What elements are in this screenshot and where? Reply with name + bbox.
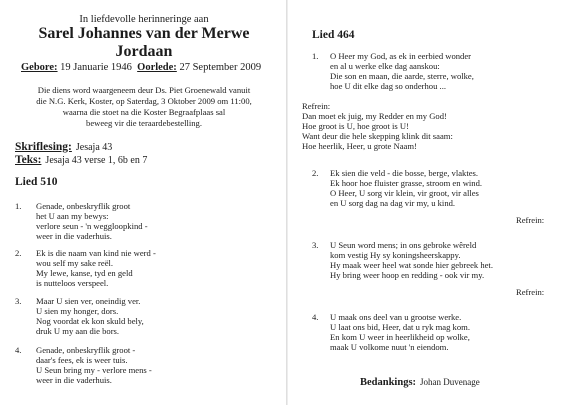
verse-line: het U aan my bewys: bbox=[36, 211, 109, 221]
verse-line: Ek sien die veld - die bosse, berge, vlaktes. bbox=[330, 168, 479, 178]
refrain-label: Refrein: bbox=[302, 101, 331, 111]
verse-number: 2. bbox=[15, 248, 22, 258]
verse-line: U Seun word mens; in ons gebroke wêreld bbox=[330, 240, 477, 250]
verse-number: 2. bbox=[312, 168, 319, 178]
refrain-line: Hoe heerlik, Heer, u grote Naam! bbox=[302, 141, 417, 151]
verse-line: kom vestig Hy sy koningsheerskappy. bbox=[330, 250, 461, 260]
verse-line: daar's fees, ek is weer tuis. bbox=[36, 355, 128, 365]
verse-line: Die son en maan, die aarde, sterre, wolke, bbox=[330, 71, 474, 81]
verse-line: is nutteloos verspeel. bbox=[36, 278, 109, 288]
verse-line: Genade, onbeskryflik groot bbox=[36, 201, 131, 211]
text-value: Jesaja 43 verse 1, 6b en 7 bbox=[45, 155, 148, 166]
hymn-title-464: Lied 464 bbox=[312, 29, 355, 41]
refrain-line: Want deur die hele skepping klink dit saam: bbox=[302, 131, 453, 141]
service-line: beweeg vir die teraardebestelling. bbox=[86, 118, 202, 128]
text-label: Teks: bbox=[15, 154, 42, 166]
thanks-label: Bedankings: bbox=[360, 377, 417, 388]
born-label: Gebore: bbox=[21, 62, 58, 73]
verse-line: maak U volkome nuut 'n eiendom. bbox=[330, 342, 449, 352]
service-line: Die diens word waargeneem deur Ds. Piet Groenewald vanuit bbox=[37, 85, 251, 95]
deceased-name-line2: Jordaan bbox=[115, 43, 173, 60]
died-date: 27 September 2009 bbox=[179, 62, 262, 73]
verse-line: Ek is die naam van kind nie werd - bbox=[36, 248, 156, 258]
scripture-label: Skriflesing: bbox=[15, 141, 72, 153]
verse-line: O Heer, U sorg vir klein, vir groot, vir alles bbox=[330, 188, 479, 198]
service-line: waarna die stoet na die Koster Begraafplaas sal bbox=[62, 107, 226, 117]
acknowledgements bbox=[360, 372, 480, 390]
verse-line: weer in die vaderhuis. bbox=[36, 375, 112, 385]
verse-line: weer in die vaderhuis. bbox=[36, 231, 112, 241]
verse-number: 3. bbox=[15, 296, 22, 306]
born-date: 19 Januarie 1946 bbox=[60, 62, 132, 73]
verse-line: hoe U dit elke dag so onderhou ... bbox=[330, 81, 446, 91]
refrain-line: Dan moet ek juig, my Redder en my God! bbox=[302, 111, 447, 121]
service-line: die N.G. Kerk, Koster, op Saterdag, 3 Oktober 2009 om 11:00, bbox=[36, 96, 252, 106]
life-dates bbox=[21, 62, 261, 73]
verse-line: Hy bring weer hoop en redding - ook vir my. bbox=[330, 270, 485, 280]
thanks-value: Johan Duvenage bbox=[420, 377, 480, 387]
verse-line: My lewe, kanse, tyd en geld bbox=[36, 268, 133, 278]
verse-line: U maak ons deel van u grootse werke. bbox=[330, 312, 462, 322]
verse-number: 1. bbox=[312, 51, 319, 61]
verse-number: 4. bbox=[15, 345, 22, 355]
verse-line: U Seun bring my - verlore mens - bbox=[36, 365, 152, 375]
sermon-text bbox=[15, 150, 147, 168]
verse-line: Maar U sien ver, oneindig ver. bbox=[36, 296, 141, 306]
intro-line: In liefdevolle herinneringe aan bbox=[79, 14, 209, 25]
verse-line: U laat ons bid, Heer, dat u ryk mag kom. bbox=[330, 322, 470, 332]
verse-line: O Heer my God, as ek in eerbied wonder bbox=[330, 51, 472, 61]
scripture-value: Jesaja 43 bbox=[75, 142, 113, 153]
verse-line: en al u werke elke dag aanskou: bbox=[330, 61, 440, 71]
verse-line: Hy maak weer heel wat sonde hier gebreek het. bbox=[330, 260, 493, 270]
verse-number: 4. bbox=[312, 312, 319, 322]
deceased-name-line1: Sarel Johannes van der Merwe bbox=[38, 25, 250, 42]
refrain-marker: Refrein: bbox=[516, 287, 545, 297]
verse-line: en U sorg dag na dag vir my, u kind. bbox=[330, 198, 456, 208]
hymn-title-510: Lied 510 bbox=[15, 176, 58, 188]
verse-number: 1. bbox=[15, 201, 22, 211]
verse-line: druk U my aan die bors. bbox=[36, 326, 120, 336]
verse-line: Ek hoor hoe fluister grasse, stroom en wind. bbox=[330, 178, 483, 188]
died-label: Oorlede: bbox=[137, 62, 177, 73]
verse-line: Nog voordat ek kon skuld bely, bbox=[36, 316, 144, 326]
verse-line: verlore seun - 'n weggloopkind - bbox=[36, 221, 148, 231]
refrain-line: Hoe groot is U, hoe groot is U! bbox=[302, 121, 409, 131]
verse-number: 3. bbox=[312, 240, 319, 250]
refrain-marker: Refrein: bbox=[516, 215, 545, 225]
verse-line: U sien my honger, dors. bbox=[36, 306, 119, 316]
verse-line: Genade, onbeskryflik groot - bbox=[36, 345, 136, 355]
verse-line: wou self my sake reël. bbox=[36, 258, 114, 268]
verse-line: En kom U weer in heerlikheid op wolke, bbox=[330, 332, 470, 342]
